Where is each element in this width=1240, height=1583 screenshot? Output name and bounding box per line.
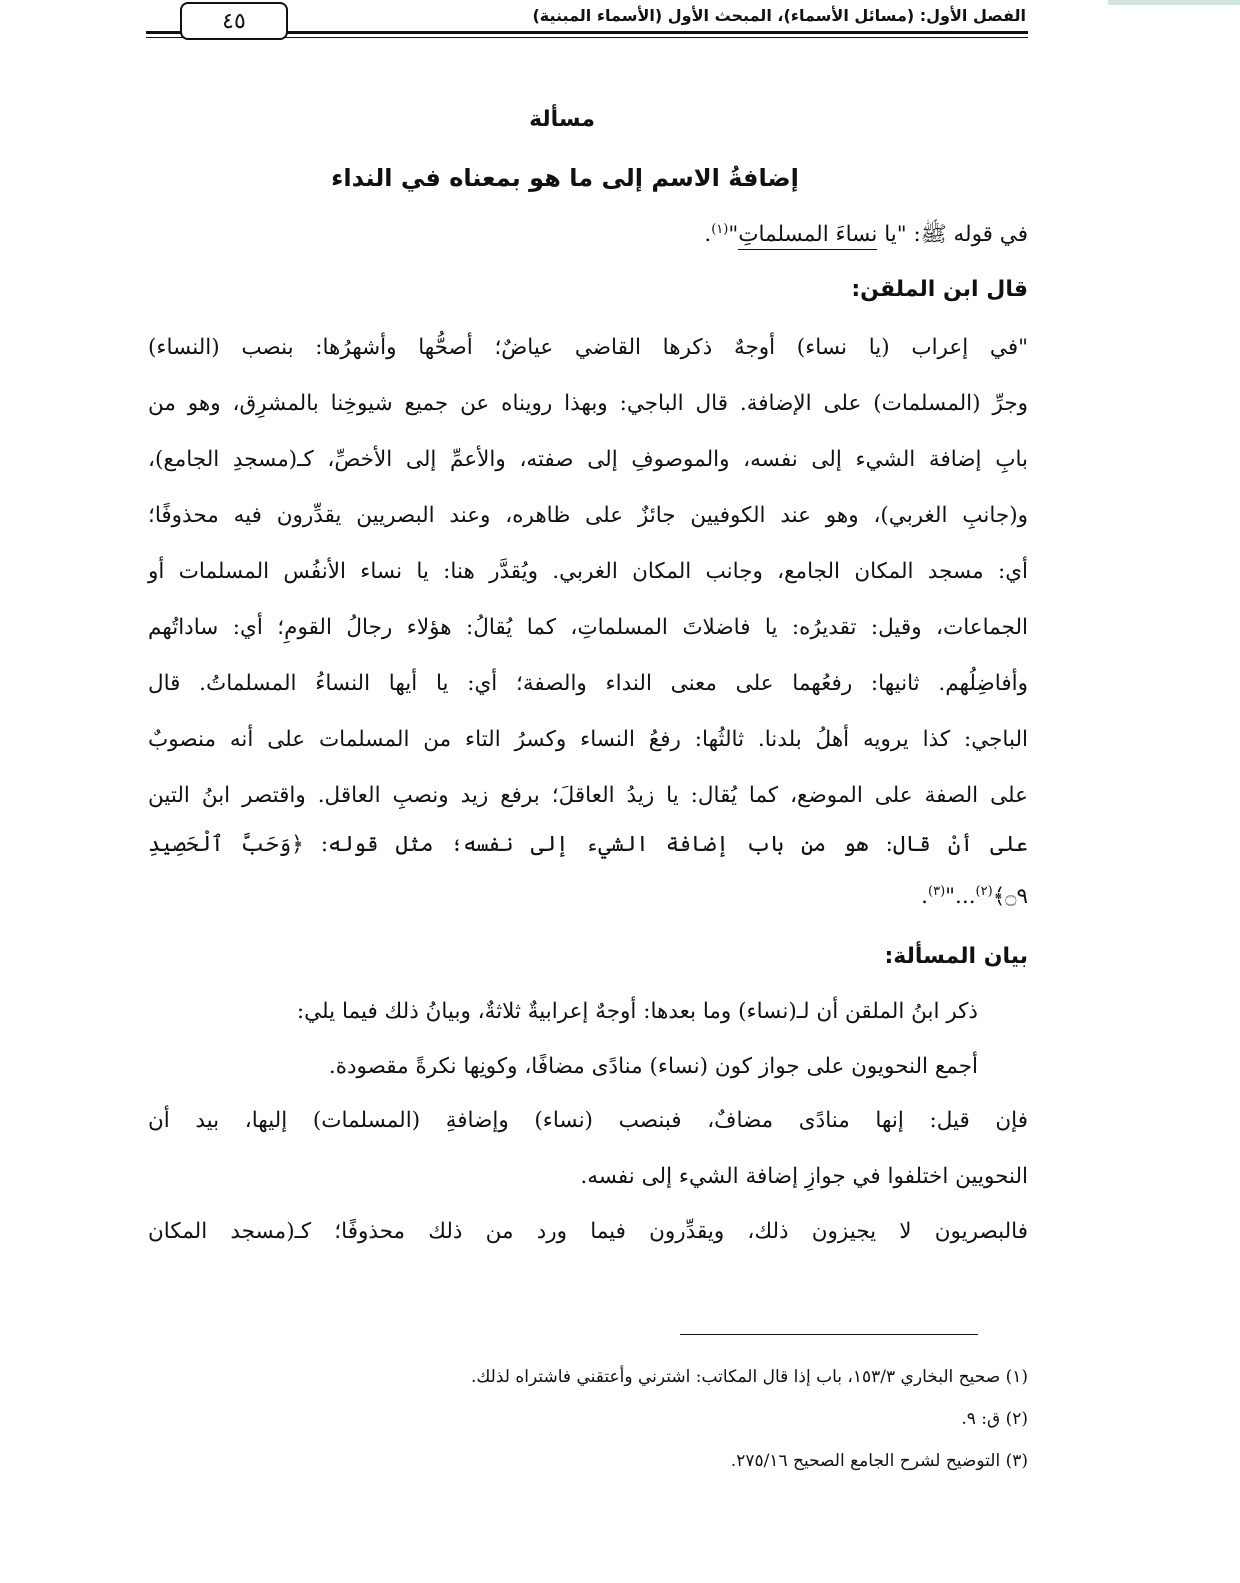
quote-ellipsis: ..."	[945, 884, 976, 909]
section-label: مسألة	[529, 107, 595, 132]
section-title: إضافةُ الاسم إلى ما هو بمعناه في النداء	[331, 164, 799, 192]
quote-line: وجرِّ (المسلمات) على الإضافة. قال الباجي: وبهذا رويناه عن جميع شيوخِنا بالمشرِق، وهو من	[148, 391, 1028, 416]
footnote-2: (٢) ق: ٩.	[961, 1409, 1028, 1429]
running-header-title: الفصل الأول: (مسائل الأسماء)، المبحث الأول (الأسماء المبنية)	[532, 6, 1026, 25]
quote-line: الباجي: كذا يرويه أهلُ بلدنا. ثالثُها: رفعُ النساء وكسرُ التاء من المسلمات على أنه منصوبٌ	[148, 727, 1028, 752]
footnote-1: (١) صحيح البخاري ١٥٣/٣، باب إذا قال المكاتب: اشترني وأعتقني فاشتراه لذلك.	[470, 1367, 1028, 1387]
quote-line: على أنْ قال: هو من باب إضافة الشيء إلى نفسه؛ مثل قوله: ﴿وَحَبَّ ٱلْحَصِيدِ	[148, 832, 1028, 857]
footnote-3: (٣) التوضيح لشرح الجامع الصحيح ٢٧٥/١٦.	[730, 1451, 1028, 1471]
explanation-line: ذكر ابنُ الملقن أن لـ(نساء) وما بعدها: أوجهٌ إعرابيةٌ ثلاثةٌ، وبيانُ ذلك فيما يلي:	[296, 999, 978, 1024]
quote-end: .	[921, 884, 928, 909]
quote-line: بابِ إضافة الشيء إلى نفسه، والموصوفِ إلى صفته، والأعمِّ إلى الأخصِّ، كـ(مسجدِ الجامع)،	[148, 447, 1028, 472]
explanation-line: فالبصريون لا يجيزون ذلك، ويقدِّرون فيما ورد من ذلك محذوفًا؛ كـ(مسجد المكان	[148, 1219, 1028, 1244]
verse-number: ٩	[1016, 884, 1028, 909]
quote-line: على الصفة على الموضع، كما يُقال: يا زيدُ العاقلَ؛ برفع زيد ونصبِ العاقل. واقتصر ابنُ التين	[148, 783, 1028, 808]
quote-heading: قال ابن الملقن:	[851, 277, 1028, 302]
intro-end: .	[704, 222, 712, 247]
explanation-heading: بيان المسألة:	[884, 944, 1028, 969]
intro-prefix: في قوله ﷺ: "يا	[877, 222, 1028, 247]
explanation-line: فإن قيل: إنها منادًى مضافٌ، فبنصب (نساء) وإضافةِ (المسلمات) إليها، بيد أن	[148, 1108, 1028, 1133]
footnote-ref-3[interactable]: (٣)	[928, 883, 946, 899]
intro-suffix: "	[728, 222, 739, 247]
quote-line: وأفاضِلُهم. ثانيها: رفعُهما على معنى النداء والصفة؛ أي: يا أيها النساءُ المسلماتُ. قال	[148, 671, 1028, 696]
quote-closing-line	[148, 882, 1028, 912]
quote-line: "في إعراب (يا نساء) أوجهٌ ذكرها القاضي عياضٌ؛ أصحُّها وأشهرُها: بنصب (النساء)	[148, 335, 1028, 360]
quote-line: أي: مسجد المكان الجامع، وجانب المكان الغربي. ويُقدَّر هنا: يا نساء الأنفُس المسلمات أو	[148, 559, 1028, 584]
quote-line: الجماعات، وقيل: تقديرُه: يا فاضلاتَ المسلماتِ، كما يُقالُ: هؤلاء رجالُ القومِ؛ أي: ساداتُهم	[148, 615, 1028, 640]
footnote-separator	[680, 1334, 978, 1335]
footnote-ref-2[interactable]: (٢)	[975, 883, 993, 899]
hadith-text: نساءَ المسلماتِ	[738, 222, 877, 250]
corner-tab-mark	[1108, 0, 1240, 5]
explanation-line: أجمع النحويون على جواز كون (نساء) منادًى مضافًا، وكونِها نكرةً مقصودة.	[328, 1054, 978, 1079]
footnote-ref-1[interactable]: (١)	[711, 221, 729, 237]
quran-close-bracket: ﴾	[992, 884, 1006, 909]
verse-end-ornament-icon: ۝	[1005, 886, 1017, 908]
page-number: ٤٥	[180, 2, 288, 40]
intro-line	[148, 220, 1028, 250]
explanation-line: النحويين اختلفوا في جوازِ إضافة الشيء إلى نفسه.	[580, 1164, 1028, 1189]
quote-line: و(جانبِ الغربي)، وهو عند الكوفيين جائزٌ على ظاهره، وعند البصريين يقدِّرون فيه محذوفًا؛	[148, 503, 1028, 528]
